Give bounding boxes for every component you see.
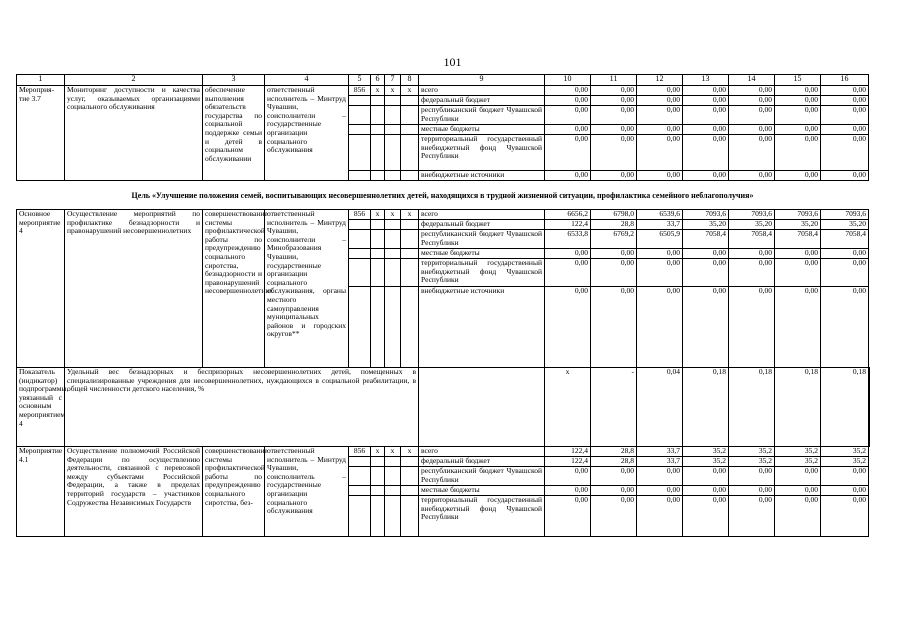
funding-value: 0,00 [591, 259, 637, 287]
funding-value: 35,2 [821, 447, 869, 457]
funding-source: республиканский бюджет Чувашской Республики [419, 106, 545, 125]
funding-value: 0,00 [591, 496, 637, 537]
activity-goal: совершенствование системы профилактической работы по предупреждению социального сиротства, безнадзорности и правонарушений несовершеннолетних [203, 210, 265, 368]
code-empty-cell [385, 457, 401, 467]
indicator-value [869, 368, 870, 447]
funding-source: федеральный бюджет [419, 220, 545, 230]
code-empty-cell [401, 486, 419, 496]
header-cell: 1 [17, 75, 65, 86]
code-empty-cell [385, 486, 401, 496]
code-empty-cell [349, 467, 371, 486]
code-empty-cell [349, 496, 371, 537]
code-empty-cell [371, 106, 385, 125]
funding-value: 28,8 [591, 220, 637, 230]
header-cell: 11 [591, 75, 637, 86]
activity-executors: ответственный исполнитель – Минтруд Чувашии, соисполнитель – государственные организации социального обслуживания [265, 447, 349, 537]
indicator-value: 0,18 [683, 368, 729, 447]
funding-value: 0,00 [591, 486, 637, 496]
funding-value: 6656,2 [545, 210, 591, 220]
funding-value: 35,2 [683, 447, 729, 457]
header-cell: 12 [637, 75, 683, 86]
funding-source: территориальный государственный внебюджетный фонд Чувашской Республики [419, 496, 545, 537]
funding-value: 0,00 [821, 287, 869, 368]
funding-value: 0,00 [545, 496, 591, 537]
code-empty-cell [371, 259, 385, 287]
funding-value: 33,7 [637, 457, 683, 467]
activity-goal: совершенствование системы профилактической работы по предупреждению социального сиротства, без- [203, 447, 265, 537]
funding-value: 7093,6 [683, 210, 729, 220]
block1-row [17, 86, 870, 96]
funding-value: 35,20 [683, 220, 729, 230]
goal-row [17, 181, 870, 210]
code-empty-cell [349, 220, 371, 230]
funding-value: 0,00 [683, 86, 729, 96]
funding-value: 0,00 [591, 96, 637, 106]
funding-value: 0,00 [729, 249, 775, 259]
funding-value: 28,8 [591, 457, 637, 467]
code-empty-cell [401, 496, 419, 537]
funding-value: 35,2 [821, 457, 869, 467]
header-cell: 5 [349, 75, 371, 86]
funding-value: 0,00 [821, 86, 869, 96]
funding-value: 0,00 [775, 287, 821, 368]
funding-source: внебюджетные источники [419, 171, 545, 181]
funding-value: 122,4 [545, 457, 591, 467]
funding-source: внебюджетные источники [419, 287, 545, 368]
code-grbs: 856 [349, 210, 371, 220]
funding-value: 0,00 [637, 125, 683, 135]
funding-value: 0,00 [729, 125, 775, 135]
code-csr: x [385, 447, 401, 457]
funding-value: 0,00 [775, 125, 821, 135]
funding-value: 122,4 [545, 220, 591, 230]
header-cell: 9 [419, 75, 545, 86]
header-cell: 7 [385, 75, 401, 86]
code-grbs: 856 [349, 447, 371, 457]
code-grbs: 856 [349, 86, 371, 96]
code-csr: x [385, 86, 401, 96]
code-empty-cell [401, 287, 419, 368]
header-cell: 8 [401, 75, 419, 86]
page-number: 101 [443, 55, 462, 69]
activity-description: Осуществление полномочий Российской Федерации по осуществлению деятельности, связанной с перевозкой между субъектами Российской Федерации, а также в пределах территорий государств – участников Содружества Независимых Государств [65, 447, 203, 537]
funding-value: 0,00 [683, 259, 729, 287]
funding-value: 0,00 [637, 171, 683, 181]
funding-value: 0,00 [729, 496, 775, 537]
funding-value: 35,2 [729, 447, 775, 457]
funding-value: 35,2 [775, 457, 821, 467]
funding-value: 0,00 [775, 249, 821, 259]
code-empty-cell [349, 96, 371, 106]
funding-value: 0,00 [545, 171, 591, 181]
funding-value: 0,00 [775, 486, 821, 496]
funding-value: 0,00 [683, 106, 729, 125]
funding-value: 0,00 [591, 106, 637, 125]
activity-executors: ответственный исполнитель – Минтруд Чувашии, соисполнители – Минобразования Чувашии, государственные организации социального обслуживания, органы местного самоуправления муниципальных районов и городских округов** [265, 210, 349, 368]
funding-value: 0,00 [591, 249, 637, 259]
code-empty-cell [401, 249, 419, 259]
header-row [17, 75, 870, 86]
funding-value: 0,00 [545, 287, 591, 368]
code-empty-cell [385, 467, 401, 486]
funding-source: федеральный бюджет [419, 457, 545, 467]
indicator-row [17, 368, 870, 447]
code-empty-cell [349, 106, 371, 125]
code-empty-cell [349, 287, 371, 368]
funding-value: 0,00 [683, 486, 729, 496]
code-empty-cell [371, 171, 385, 181]
block2-row [17, 210, 870, 220]
goal-heading: Цель «Улучшение положения семей, воспитывающих несовершеннолетних детей, находящихся в трудной жизненной ситуации, профилактика семейного неблагополучия» [131, 191, 754, 200]
funding-value: 0,00 [683, 249, 729, 259]
funding-source: федеральный бюджет [419, 96, 545, 106]
code-empty-cell [371, 96, 385, 106]
header-cell: 10 [545, 75, 591, 86]
funding-value: 0,00 [637, 249, 683, 259]
indicator-text: Удельный вес безнадзорных и беспризорных несовершеннолетних детей, помещенных в специализированные учреждения для несовершеннолетних, нуждающихся в социальной реабилитации, в общей численности детского населения, % [65, 368, 419, 447]
code-empty-cell [349, 457, 371, 467]
code-empty-cell [349, 135, 371, 171]
funding-source: республиканский бюджет Чувашской Республики [419, 230, 545, 249]
code-empty-cell [401, 171, 419, 181]
funding-value: 0,00 [775, 86, 821, 96]
code-empty-cell [401, 467, 419, 486]
code-empty-cell [371, 230, 385, 249]
budget-table-sheet [16, 74, 870, 537]
funding-value: 35,20 [821, 220, 869, 230]
code-empty-cell [401, 135, 419, 171]
code-vr: x [401, 447, 419, 457]
code-empty-cell [401, 106, 419, 125]
indicator-value: 0,04 [637, 368, 683, 447]
code-empty-cell [385, 96, 401, 106]
funding-value: 7093,6 [729, 210, 775, 220]
code-empty-cell [385, 135, 401, 171]
funding-value: 6505,9 [637, 230, 683, 249]
code-vr: x [401, 86, 419, 96]
code-rzpr: x [371, 210, 385, 220]
funding-value: 0,00 [729, 287, 775, 368]
funding-value: 0,00 [545, 486, 591, 496]
funding-value: 6533,8 [545, 230, 591, 249]
code-empty-cell [385, 220, 401, 230]
funding-value: 0,00 [545, 135, 591, 171]
code-empty-cell [401, 125, 419, 135]
header-cell: 15 [775, 75, 821, 86]
funding-value: 0,00 [729, 86, 775, 96]
code-empty-cell [349, 249, 371, 259]
code-empty-cell [385, 106, 401, 125]
funding-value: 0,00 [775, 96, 821, 106]
funding-source: всего [419, 447, 545, 457]
code-empty-cell [371, 220, 385, 230]
funding-value: 0,00 [683, 125, 729, 135]
funding-value: 0,00 [775, 135, 821, 171]
funding-value: 0,00 [683, 287, 729, 368]
funding-value: 0,00 [683, 171, 729, 181]
funding-value: 0,00 [591, 125, 637, 135]
funding-value: 35,2 [775, 447, 821, 457]
funding-value: 0,00 [591, 467, 637, 486]
budget-table [16, 74, 870, 537]
code-empty-cell [349, 125, 371, 135]
funding-value: 0,00 [821, 135, 869, 171]
funding-value: 0,00 [729, 171, 775, 181]
funding-value: 0,00 [729, 135, 775, 171]
funding-value: 0,00 [545, 106, 591, 125]
funding-value: 0,00 [683, 135, 729, 171]
funding-source: республиканский бюджет Чувашской Республики [419, 467, 545, 486]
code-empty-cell [385, 249, 401, 259]
funding-value: 7058,4 [729, 230, 775, 249]
code-empty-cell [349, 259, 371, 287]
funding-value: 0,00 [637, 486, 683, 496]
funding-value: 28,8 [591, 447, 637, 457]
funding-value: 6539,6 [637, 210, 683, 220]
funding-value: 0,00 [637, 496, 683, 537]
funding-value: 0,00 [775, 106, 821, 125]
funding-value: 6798,0 [591, 210, 637, 220]
funding-source: территориальный государственный внебюджетный фонд Чувашской Республики [419, 259, 545, 287]
code-empty-cell [349, 486, 371, 496]
funding-value: 7058,4 [683, 230, 729, 249]
funding-value: 0,00 [637, 96, 683, 106]
funding-value: 0,00 [775, 171, 821, 181]
funding-value: 0,00 [683, 496, 729, 537]
funding-value: 0,00 [821, 467, 869, 486]
funding-value: 33,7 [637, 447, 683, 457]
funding-value: 0,00 [637, 106, 683, 125]
funding-value: 7058,4 [775, 230, 821, 249]
funding-value: 0,00 [545, 125, 591, 135]
indicator-value: 0,18 [821, 368, 869, 447]
indicator-empty-cell [419, 368, 545, 447]
funding-value: 0,00 [729, 486, 775, 496]
funding-value: 0,00 [729, 259, 775, 287]
funding-value: 0,00 [821, 96, 869, 106]
code-empty-cell [401, 96, 419, 106]
code-csr: x [385, 210, 401, 220]
funding-value: 0,00 [545, 467, 591, 486]
funding-value: 0,00 [821, 125, 869, 135]
code-empty-cell [371, 457, 385, 467]
funding-value: 0,00 [637, 287, 683, 368]
funding-value: 0,00 [821, 106, 869, 125]
indicator-value: - [591, 368, 637, 447]
funding-value: 0,00 [591, 135, 637, 171]
funding-value: 0,00 [821, 249, 869, 259]
funding-value: 7093,6 [775, 210, 821, 220]
code-rzpr: x [371, 86, 385, 96]
funding-value: 35,20 [729, 220, 775, 230]
code-empty-cell [371, 467, 385, 486]
code-empty-cell [371, 125, 385, 135]
indicator-value: 0,18 [729, 368, 775, 447]
activity-executors: ответственный исполнитель – Минтруд Чувашии, соисполнители – государственные организации социального обслуживания [265, 86, 349, 181]
funding-value: 0,00 [775, 259, 821, 287]
block3-row [17, 447, 870, 457]
funding-value: 0,00 [591, 171, 637, 181]
code-empty-cell [401, 457, 419, 467]
funding-value: 0,00 [775, 496, 821, 537]
code-empty-cell [385, 287, 401, 368]
funding-value: 0,00 [729, 106, 775, 125]
funding-value: 35,2 [729, 457, 775, 467]
funding-value: 0,00 [637, 467, 683, 486]
funding-value: 0,00 [545, 259, 591, 287]
header-cell: 13 [683, 75, 729, 86]
funding-value: 0,00 [637, 86, 683, 96]
funding-value: 0,00 [821, 259, 869, 287]
activity-description: Осуществление мероприятий по профилактике безнадзорности и правонарушений несовершеннолетних [65, 210, 203, 368]
activity-goal: обеспечение выполнения обязательств государства по социальной поддержке семьи и детей в социальном обслуживании [203, 86, 265, 181]
code-empty-cell [371, 486, 385, 496]
code-vr: x [401, 210, 419, 220]
activity-name: Мероприятие 4.1 [17, 447, 65, 537]
code-empty-cell [371, 135, 385, 171]
funding-value: 6769,2 [591, 230, 637, 249]
activity-name: Основное мероприятие 4 [17, 210, 65, 368]
code-empty-cell [401, 230, 419, 249]
funding-value: 0,00 [683, 96, 729, 106]
indicator-value: 0,18 [775, 368, 821, 447]
code-empty-cell [349, 171, 371, 181]
funding-source: всего [419, 86, 545, 96]
activity-name: Мероприя-тие 3.7 [17, 86, 65, 181]
funding-value: 33,7 [637, 220, 683, 230]
funding-value: 35,20 [775, 220, 821, 230]
funding-value: 7093,6 [821, 210, 869, 220]
code-empty-cell [401, 259, 419, 287]
funding-value: 0,00 [821, 486, 869, 496]
code-empty-cell [385, 496, 401, 537]
header-cell: 2 [65, 75, 203, 86]
funding-source: местные бюджеты [419, 486, 545, 496]
funding-value: 0,00 [729, 96, 775, 106]
funding-source: всего [419, 210, 545, 220]
code-empty-cell [385, 230, 401, 249]
funding-value: 0,00 [821, 171, 869, 181]
header-cell: 4 [265, 75, 349, 86]
funding-value: 0,00 [591, 86, 637, 96]
funding-value: 7058,4 [821, 230, 869, 249]
funding-source: местные бюджеты [419, 249, 545, 259]
code-empty-cell [385, 171, 401, 181]
code-rzpr: x [371, 447, 385, 457]
indicator-label: Показатель (индикатор) подпрограммы, увязанный с основным мероприятием 4 [17, 368, 65, 447]
code-empty-cell [385, 259, 401, 287]
activity-description: Мониторинг доступности и качества услуг, оказываемых организациями социального обслуживания [65, 86, 203, 181]
funding-source: местные бюджеты [419, 125, 545, 135]
code-empty-cell [349, 230, 371, 249]
code-empty-cell [371, 496, 385, 537]
header-cell: 3 [203, 75, 265, 86]
funding-value: 0,00 [637, 135, 683, 171]
funding-source: территориальный государственный внебюджетный фонд Чувашской Республики [419, 135, 545, 171]
code-empty-cell [371, 287, 385, 368]
funding-value: 0,00 [683, 467, 729, 486]
funding-value: 0,00 [591, 287, 637, 368]
code-empty-cell [385, 125, 401, 135]
funding-value: 0,00 [775, 467, 821, 486]
funding-value: 35,2 [683, 457, 729, 467]
code-empty-cell [371, 249, 385, 259]
funding-value: 0,00 [821, 496, 869, 537]
funding-value: 0,00 [545, 96, 591, 106]
funding-value: 0,00 [637, 259, 683, 287]
funding-value: 0,00 [545, 249, 591, 259]
header-cell: 6 [371, 75, 385, 86]
indicator-x: x [545, 368, 591, 447]
funding-value: 122,4 [545, 447, 591, 457]
header-cell: 14 [729, 75, 775, 86]
funding-value: 0,00 [545, 86, 591, 96]
funding-value: 0,00 [729, 467, 775, 486]
header-cell: 16 [821, 75, 869, 86]
code-empty-cell [401, 220, 419, 230]
